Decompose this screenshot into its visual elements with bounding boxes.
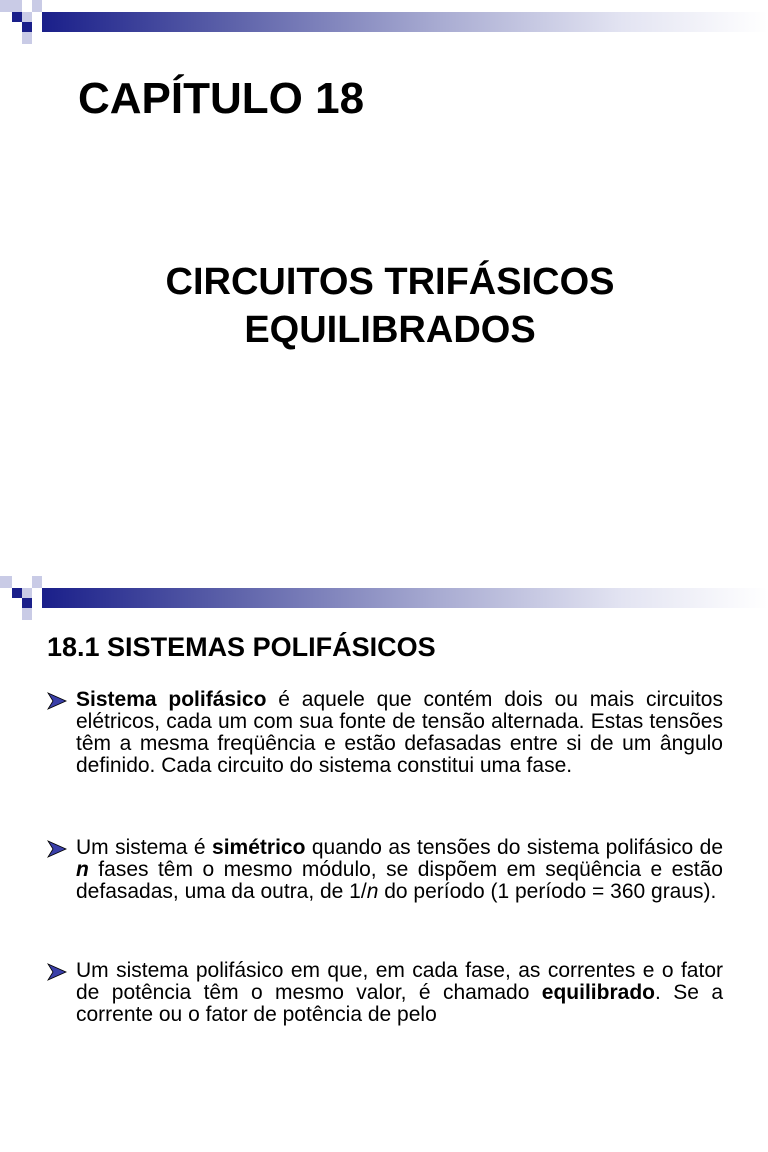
variable-n: n (366, 880, 379, 903)
bullet-body: fases têm o mesmo módulo, se dispõem em seqüência e estão defasadas, uma da outra, de 1/ (76, 858, 723, 903)
deco-square (12, 0, 22, 12)
header-decoration (0, 576, 768, 624)
deco-square (22, 598, 32, 608)
variable-n: n (76, 858, 89, 881)
deco-square (22, 32, 32, 44)
bullet-item (47, 837, 723, 903)
bullet-body: quando as tensões do sistema polifásico de (305, 836, 723, 859)
content-slide (0, 576, 768, 1152)
chapter-title: CAPÍTULO 18 (78, 74, 365, 123)
bullet-body: Um sistema é (76, 836, 213, 859)
header-decoration (0, 0, 768, 48)
slide-title-line-2: EQUILIBRADOS (244, 309, 536, 351)
bullet-body: é aquele que contém dois ou mais circuitos elétricos, cada um com sua fonte de tensão alternada. Estas tensões têm a mesma freqüência e estão defasadas entre si de um ângulo definido. Cada circuito do sistema constitui uma fase. (76, 688, 723, 777)
deco-square (0, 0, 12, 12)
bullet-text (76, 689, 723, 777)
arrowhead-bullet-icon (47, 692, 67, 710)
arrowhead-bullet-icon (47, 963, 67, 981)
term-bold: simétrico (212, 836, 306, 859)
bullet-body: . Se a corrente ou o fator de potência de pelo (76, 981, 723, 1026)
deco-square (22, 22, 32, 32)
bullet-text (76, 960, 723, 1026)
arrowhead-bullet-icon (47, 840, 67, 858)
bullet-body: Um sistema polifásico em que, em cada fase, as correntes e o fator de potência têm o mesmo valor, é chamado (76, 959, 723, 1004)
deco-square (22, 12, 32, 22)
term-bold: equilibrado (541, 981, 655, 1004)
gradient-bar (42, 588, 768, 608)
section-heading: 18.1 SISTEMAS POLIFÁSICOS (47, 632, 436, 662)
slide-title (60, 258, 720, 354)
term-bold: Sistema polifásico (76, 688, 267, 711)
deco-square (0, 576, 12, 588)
deco-square (32, 0, 42, 12)
deco-square (12, 588, 22, 598)
bullet-text (76, 837, 723, 903)
bullet-item (47, 689, 723, 777)
deco-square (22, 588, 32, 598)
deco-square (22, 608, 32, 620)
bullet-body: do período (1 período = 360 graus). (378, 880, 717, 903)
gradient-bar (42, 12, 768, 32)
deco-square (32, 576, 42, 588)
slide-title-line-1: CIRCUITOS TRIFÁSICOS (165, 261, 615, 303)
bullet-item (47, 960, 723, 1026)
deco-square (12, 12, 22, 22)
